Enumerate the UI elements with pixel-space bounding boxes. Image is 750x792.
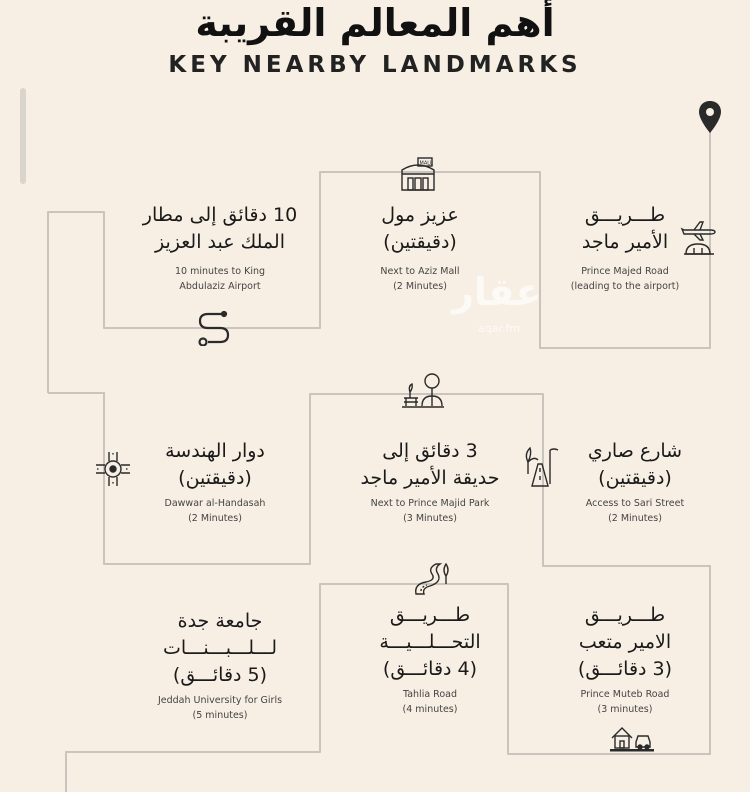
page-title-english: KEY NEARBY LANDMARKS xyxy=(168,52,582,78)
landmark-tahlia-road xyxy=(350,602,510,717)
landmark-arabic: طـــريـــق الامير متعب (3 دقائـــق) xyxy=(577,604,673,680)
landmark-arabic: شارع صاري (دقيقتين) xyxy=(587,440,683,489)
watermark-logo: عقار xyxy=(452,270,542,314)
winding-road-icon xyxy=(412,560,452,596)
landmark-arabic: طـــريـــق التحـــلـــيـــة (4 دقائـــق) xyxy=(379,604,481,680)
landmark-dawwar-al-handasah xyxy=(140,438,290,526)
landmark-english: Next to Aziz Mall (2 Minutes) xyxy=(380,266,460,292)
landmark-english: 10 minutes to King Abdulaziz Airport xyxy=(174,266,266,292)
landmark-arabic: دوار الهندسة (دقيقتين) xyxy=(165,440,265,489)
svg-text:MALL: MALL xyxy=(419,160,433,167)
park-icon xyxy=(402,372,444,410)
airplane-icon xyxy=(680,218,720,258)
landmark-sari-street xyxy=(550,438,720,526)
landmark-jeddah-university xyxy=(140,608,300,723)
landmark-arabic: 3 دقائق إلى حديقة الأمير ماجد xyxy=(360,440,500,489)
landmark-prince-majid-park xyxy=(330,438,530,526)
landmark-arabic: 10 دقائق إلى مطار الملك عبد العزيز xyxy=(142,204,298,253)
page-title-arabic: أهم المعالم القريبة xyxy=(195,1,555,45)
landmark-english: Access to Sari Street (2 Minutes) xyxy=(585,498,685,524)
landmark-airport xyxy=(120,202,320,294)
landmark-arabic: جامعة جدة لـــلـــبـــنـــات (5 دقائـــق) xyxy=(162,610,278,686)
landmark-english: Dawwar al-Handasah (2 Minutes) xyxy=(164,498,266,524)
landmark-prince-muteb-road xyxy=(550,602,700,717)
landmark-english: Prince Majed Road (leading to the airport) xyxy=(570,266,680,292)
landmark-aziz-mall xyxy=(340,202,500,294)
landmark-english: Tahlia Road (4 minutes) xyxy=(402,689,458,715)
house-car-icon xyxy=(610,722,654,752)
landmark-arabic: طـــريـــق الأمير ماجد xyxy=(581,204,669,253)
landmark-english: Next to Prince Majid Park (3 Minutes) xyxy=(370,498,490,524)
route-icon xyxy=(196,310,232,346)
landmark-arabic: عزيز مول (دقيقتين) xyxy=(381,204,459,253)
landmark-english: Jeddah University for Girls (5 minutes) xyxy=(157,695,283,721)
watermark-url: aqar.fm xyxy=(478,322,521,335)
location-pin-icon xyxy=(698,100,722,134)
mall-icon xyxy=(400,156,436,192)
roundabout-icon xyxy=(94,450,132,488)
landmark-english: Prince Muteb Road (3 minutes) xyxy=(580,689,670,715)
landmark-prince-majed-road xyxy=(550,202,700,294)
